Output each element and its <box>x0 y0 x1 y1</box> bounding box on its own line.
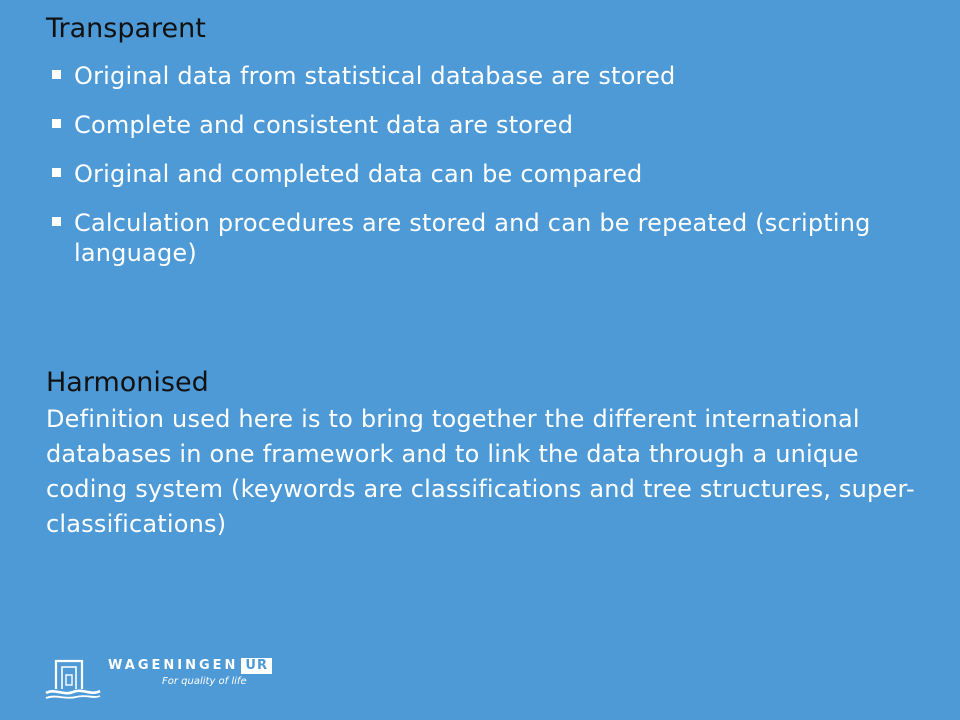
logo-wordmark <box>108 658 272 674</box>
building-icon <box>42 655 104 700</box>
square-bullet-icon <box>52 119 61 128</box>
square-bullet-icon <box>52 168 61 177</box>
bullet-text: Calculation procedures are stored and can be repeated (scripting language) <box>74 209 871 267</box>
section-title-transparent: Transparent <box>46 13 206 44</box>
bullet-text: Original and completed data can be compared <box>74 160 643 188</box>
square-bullet-icon <box>52 70 61 79</box>
logo-suffix: UR <box>241 658 272 674</box>
bullet-text: Complete and consistent data are stored <box>74 111 574 139</box>
wageningen-ur-logo <box>42 655 302 700</box>
bullet-item <box>46 208 906 268</box>
bullet-text: Original data from statistical database are stored <box>74 62 676 90</box>
square-bullet-icon <box>52 217 61 226</box>
bullet-list <box>46 61 906 287</box>
logo-tagline: For quality of life <box>162 676 247 687</box>
bullet-item <box>46 110 906 140</box>
section-title-harmonised: Harmonised <box>46 367 209 398</box>
logo-name: WAGENINGEN <box>108 658 239 673</box>
harmonised-definition: Definition used here is to bring together the different international databases in one framework and to link the data through a unique coding system (keywords are classifications and tree structures, super-classifications) <box>46 405 915 538</box>
bullet-item <box>46 159 906 189</box>
bullet-item <box>46 61 906 91</box>
